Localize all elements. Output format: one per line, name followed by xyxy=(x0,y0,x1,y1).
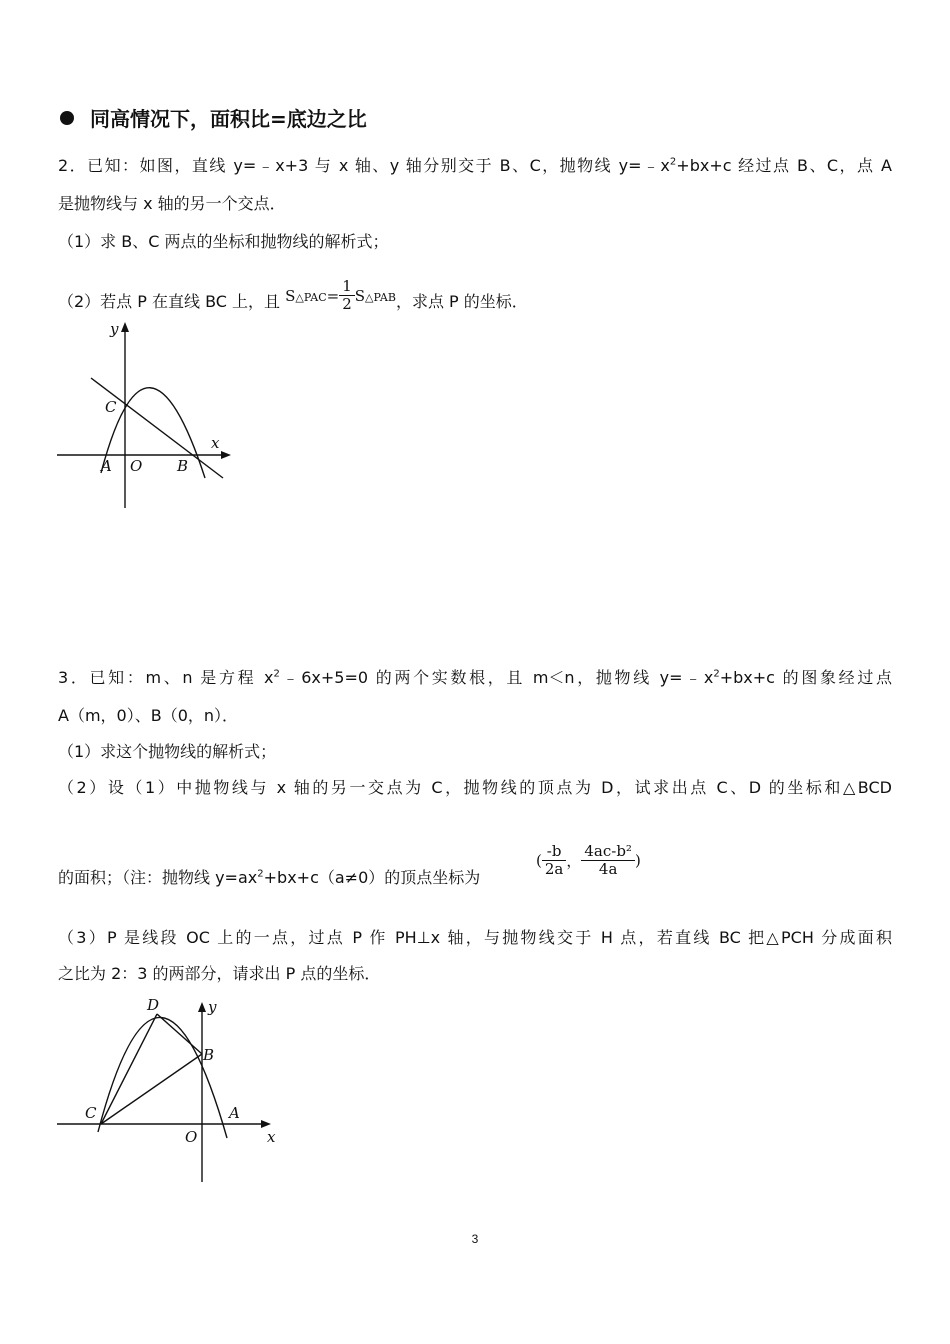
label-o: O xyxy=(130,457,143,475)
comma: ， xyxy=(566,852,582,870)
q2-text: 2．已知：如图，直线 y=﹣x+3 与 x 轴、y 轴分别交于 B、C，抛物线 y=﹣x xyxy=(58,156,670,175)
label-b: B xyxy=(177,457,189,475)
label-a: A xyxy=(101,457,112,475)
x-axis-arrow-icon xyxy=(261,1120,271,1128)
vertex-formula xyxy=(536,843,641,878)
q2-text: +bx+c 经过点 B、C，点 A xyxy=(676,156,892,175)
label-c: C xyxy=(85,1104,97,1122)
frac-den: 2 xyxy=(342,295,352,313)
label-y: y xyxy=(208,998,217,1016)
x-axis-arrow-icon xyxy=(221,451,231,459)
page-number: 3 xyxy=(471,1232,479,1246)
math-subscript: △PAC xyxy=(295,291,327,304)
q2-text: （2）若点 P 在直线 BC 上，且 xyxy=(58,292,281,311)
q3-text: 的面积；（注：抛物线 y=ax xyxy=(58,868,258,887)
area-formula xyxy=(285,287,339,305)
label-x: x xyxy=(267,1128,276,1146)
segment-cb xyxy=(101,1054,202,1124)
fraction-y xyxy=(581,843,635,878)
section-heading xyxy=(60,106,367,132)
paren-right: ) xyxy=(634,851,641,870)
q2-figure xyxy=(55,318,235,513)
fraction-x xyxy=(542,843,567,878)
frac-num: 4ac-b² xyxy=(581,843,635,861)
q3-line-5 xyxy=(58,868,480,888)
paren-left: ( xyxy=(536,851,542,870)
math-s: S xyxy=(354,287,366,305)
q3-text: +bx+c 的图象经过点 xyxy=(719,668,892,687)
label-b: B xyxy=(203,1046,215,1064)
frac-den: 4a xyxy=(598,860,618,878)
q3-line-4: （2）设（1）中抛物线与 x 轴的另一交点为 C，抛物线的顶点为 D，试求出点 C、D 的坐标和△BCD xyxy=(58,778,892,797)
label-y: y xyxy=(110,320,119,338)
q3-line-1 xyxy=(58,668,892,688)
segment-cd xyxy=(101,1014,157,1124)
q2-line-4 xyxy=(58,277,528,313)
q3-line-3: （1）求这个抛物线的解析式； xyxy=(58,742,277,761)
q2-line-3: （1）求 B、C 两点的坐标和抛物线的解析式； xyxy=(58,232,389,251)
superscript: 2 xyxy=(273,668,280,680)
q3-figure xyxy=(55,992,285,1187)
q3-line-6: （3）P 是线段 OC 上的一点，过点 P 作 PH⊥x 轴，与抛物线交于 H 点，若直线 BC 把△PCH 分成面积 xyxy=(58,928,892,947)
math-subscript: △PAB xyxy=(365,291,396,304)
label-x: x xyxy=(211,434,220,452)
parabola xyxy=(98,1017,227,1138)
frac-num: 1 xyxy=(339,278,355,296)
area-formula-right xyxy=(355,287,396,305)
superscript: 2 xyxy=(257,868,264,880)
math-s: S xyxy=(285,287,296,305)
y-axis-arrow-icon xyxy=(121,322,129,332)
label-a: A xyxy=(229,1104,240,1122)
q3-text: ﹣6x+5=0 的两个实数根，且 m＜n，抛物线 y=﹣x xyxy=(279,668,714,687)
q3-line-7: 之比为 2：3 的两部分，请求出 P 点的坐标． xyxy=(58,964,381,983)
section-heading-text: 同高情况下，面积比=底边之比 xyxy=(90,107,367,131)
y-axis-arrow-icon xyxy=(198,1002,206,1012)
superscript: 2 xyxy=(669,156,677,168)
label-d: D xyxy=(147,996,160,1014)
q3-text: 3．已知：m、n 是方程 x xyxy=(58,668,274,687)
label-o: O xyxy=(185,1128,198,1146)
q2-line-1 xyxy=(58,156,892,176)
q2-line-2: 是抛物线与 x 轴的另一个交点． xyxy=(58,194,286,213)
bullet-icon xyxy=(60,111,74,125)
parabola xyxy=(101,388,205,478)
math-eq: = xyxy=(326,287,340,305)
q2-text: ，求点 P 的坐标． xyxy=(395,292,528,311)
superscript: 2 xyxy=(713,668,720,680)
frac-num: -b xyxy=(542,843,567,861)
fraction-half xyxy=(339,278,355,313)
q3-text: +bx+c（a≠0）的顶点坐标为 xyxy=(263,868,481,887)
label-c: C xyxy=(105,398,117,416)
q3-line-2: A（m，0）、B（0，n）． xyxy=(58,706,239,725)
frac-den: 2a xyxy=(544,860,564,878)
segment-db xyxy=(157,1014,202,1054)
